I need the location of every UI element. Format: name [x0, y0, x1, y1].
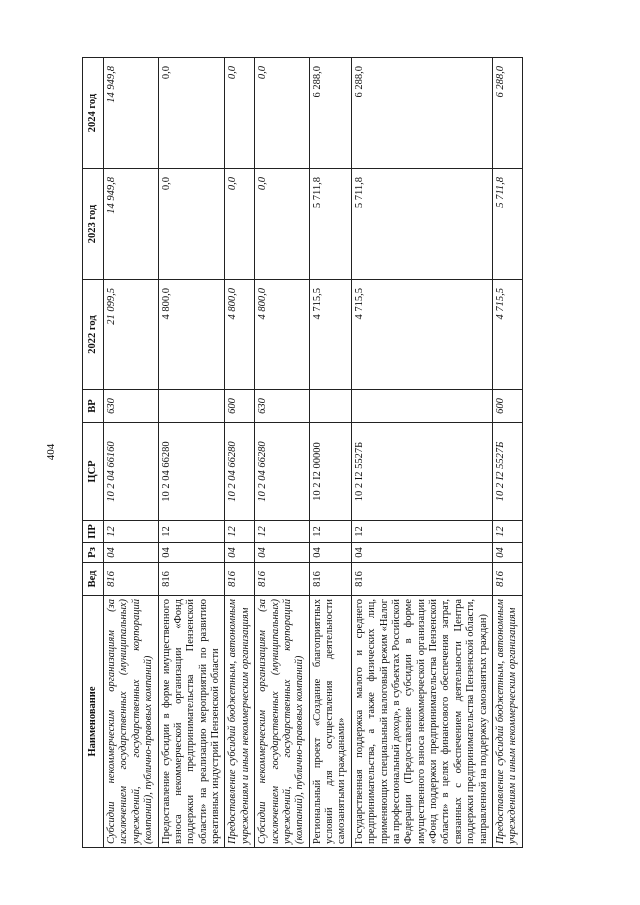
row-rz: 04	[255, 543, 310, 563]
row-2022: 21 099,5	[104, 280, 159, 390]
row-vr	[158, 390, 225, 423]
row-rz: 04	[492, 543, 522, 563]
row-2023: 14 949,8	[104, 169, 159, 280]
row-csr: 10 2 04 66160	[104, 423, 159, 521]
row-name: Государственная поддержка малого и среднего предпринимательства, а также физических лиц, применяющих специальный налоговый режим «Налог на профессиональный доход», в субъектах Российской Федерации (Предоставление субсидии в форме имущественного взноса некоммерческой организации «Фонд поддержки предпринимательства Пензенской области» в целях финансового обеспечения затрат, связанных с обеспечением деятельности Центра поддержки предпринимательства Пензенской области, направленной на поддержку самозанятых граждан)	[351, 596, 492, 848]
row-csr: 10 2 04 66280	[158, 423, 225, 521]
row-rz: 04	[309, 543, 351, 563]
header-2024: 2024 год	[83, 58, 104, 169]
row-rz: 04	[104, 543, 159, 563]
table-row	[351, 58, 492, 848]
row-pr: 12	[104, 521, 159, 543]
row-2024: 0,0	[255, 58, 310, 169]
row-ved: 816	[255, 563, 310, 596]
row-2024: 6 288,0	[492, 58, 522, 169]
budget-table-rotated	[82, 58, 592, 848]
row-2022: 4 800,0	[255, 280, 310, 390]
header-ved: Вед	[83, 563, 104, 596]
row-csr: 10 2 I2 5527Б	[492, 423, 522, 521]
row-2022: 4 715,5	[351, 280, 492, 390]
row-name: Предоставление субсидии в форме имущественного взноса некоммерческой организации «Фонд поддержки предпринимательства Пензенской области» на реализацию мероприятий по развитию креативных индустрий Пензенской области	[158, 596, 225, 848]
table-row	[104, 58, 159, 848]
row-csr: 10 2 I2 5527Б	[351, 423, 492, 521]
row-name: Субсидии некоммерческим организациям (за исключением государственных (муниципальных) учреждений, государственных корпораций (компаний), публично-правовых компаний)	[255, 596, 310, 848]
row-vr: 630	[104, 390, 159, 423]
row-name: Региональный проект «Создание благоприятных условий для осуществления деятельности самозанятыми гражданами»	[309, 596, 351, 848]
page-number: 404	[45, 443, 57, 461]
row-2024: 14 949,8	[104, 58, 159, 169]
row-2024: 0,0	[225, 58, 255, 169]
row-rz: 04	[225, 543, 255, 563]
header-name: Наименование	[83, 596, 104, 848]
row-vr: 630	[255, 390, 310, 423]
row-csr: 10 2 04 66280	[225, 423, 255, 521]
row-2024: 6 288,0	[351, 58, 492, 169]
table-row	[309, 58, 351, 848]
row-rz: 04	[158, 543, 225, 563]
row-2023: 5 711,8	[492, 169, 522, 280]
row-2022: 4 800,0	[158, 280, 225, 390]
header-2023: 2023 год	[83, 169, 104, 280]
row-ved: 816	[309, 563, 351, 596]
row-name: Предоставление субсидий бюджетным, автономным учреждениям и иным некоммерческим организациям	[225, 596, 255, 848]
row-pr: 12	[351, 521, 492, 543]
header-2022: 2022 год	[83, 280, 104, 390]
row-vr	[351, 390, 492, 423]
row-2023: 5 711,8	[309, 169, 351, 280]
row-2022: 4 715,5	[492, 280, 522, 390]
row-ved: 816	[158, 563, 225, 596]
row-2022: 4 715,5	[309, 280, 351, 390]
row-ved: 816	[104, 563, 159, 596]
row-name: Субсидии некоммерческим организациям (за исключением государственных (муниципальных) учреждений, государственных корпораций (компаний), публично-правовых компаний)	[104, 596, 159, 848]
row-2024: 0,0	[158, 58, 225, 169]
row-vr: 600	[225, 390, 255, 423]
table-row	[225, 58, 255, 848]
row-2022: 4 800,0	[225, 280, 255, 390]
budget-table	[82, 57, 523, 848]
row-2023: 0,0	[255, 169, 310, 280]
row-ved: 816	[351, 563, 492, 596]
table-header-row	[83, 58, 104, 848]
row-2023: 5 711,8	[351, 169, 492, 280]
table-row	[158, 58, 225, 848]
row-csr: 10 2 I2 00000	[309, 423, 351, 521]
row-pr: 12	[255, 521, 310, 543]
header-vr: ВР	[83, 390, 104, 423]
row-pr: 12	[492, 521, 522, 543]
row-pr: 12	[309, 521, 351, 543]
row-vr: 600	[492, 390, 522, 423]
row-pr: 12	[158, 521, 225, 543]
row-2024: 6 288,0	[309, 58, 351, 169]
header-rz: Рз	[83, 543, 104, 563]
table-row	[492, 58, 522, 848]
header-pr: ПР	[83, 521, 104, 543]
row-ved: 816	[492, 563, 522, 596]
row-rz: 04	[351, 543, 492, 563]
row-name: Предоставление субсидий бюджетным, автономным учреждениям и иным некоммерческим организациям	[492, 596, 522, 848]
row-ved: 816	[225, 563, 255, 596]
row-2023: 0,0	[158, 169, 225, 280]
table-row	[255, 58, 310, 848]
row-2023: 0,0	[225, 169, 255, 280]
row-csr: 10 2 04 66280	[255, 423, 310, 521]
header-csr: ЦСР	[83, 423, 104, 521]
row-pr: 12	[225, 521, 255, 543]
row-vr	[309, 390, 351, 423]
